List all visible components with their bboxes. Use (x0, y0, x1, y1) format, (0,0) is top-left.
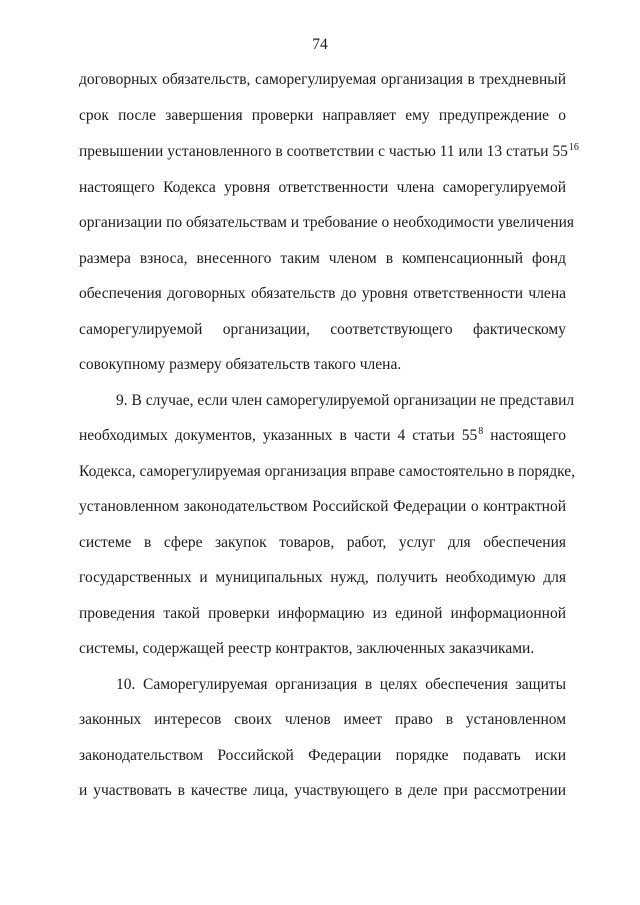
paragraph-10-first-line: 10. Саморегулируемая организация в целях обеспечения защиты (116, 676, 566, 693)
text-line: совокупному размеру обязательств такого члена. (79, 356, 402, 373)
text-line: проведения такой проверки информацию из единой информационной (79, 605, 566, 622)
text-line: саморегулируемой организации, соответствующего фактическому (79, 321, 566, 338)
text-line: законодательством Российской Федерации порядке подавать иски (79, 747, 566, 764)
paragraph-9-first-line: 9. В случае, если член саморегулируемой организации не представил (116, 392, 575, 409)
text-line: договорных обязательств, саморегулируемая организация в трехдневный (79, 71, 566, 88)
text-line: законных интересов своих членов имеет право в установленном (79, 711, 566, 728)
text-line-content: превышении установленного в соответствии с частью 11 или 13 статьи 55 (79, 143, 568, 160)
text-line: размера взноса, внесенного таким членом в компенсационный фонд (79, 250, 566, 267)
text-line: Кодекса, саморегулируемая организация вправе самостоятельно в порядке, (79, 463, 575, 480)
text-line: и участвовать в качестве лица, участвующего в деле при рассмотрении (79, 782, 566, 799)
text-line (79, 142, 579, 163)
text-line-content: настоящего (490, 427, 566, 444)
text-line: установленном законодательством Российской Федерации о контрактной (79, 498, 566, 515)
text-line: организации по обязательствам и требование о необходимости увеличения (79, 214, 575, 231)
superscript-8: 8 (478, 426, 484, 437)
text-line: срок после завершения проверки направляет ему предупреждение о (79, 107, 566, 124)
page-number: 74 (312, 36, 328, 53)
text-line (79, 427, 566, 447)
text-line: государственных и муниципальных нужд, получить необходимую для (79, 569, 566, 586)
text-line: настоящего Кодекса уровня ответственности члена саморегулируемой (79, 179, 566, 196)
superscript-16: 16 (568, 142, 579, 153)
text-line-content: необходимых документов, указанных в части 4 статьи 55 (79, 427, 478, 444)
text-line: обеспечения договорных обязательств до уровня ответственности члена (79, 285, 566, 302)
text-line: системе в сфере закупок товаров, работ, услуг для обеспечения (79, 534, 566, 551)
text-line: системы, содержащей реестр контрактов, заключенных заказчиками. (79, 640, 535, 657)
